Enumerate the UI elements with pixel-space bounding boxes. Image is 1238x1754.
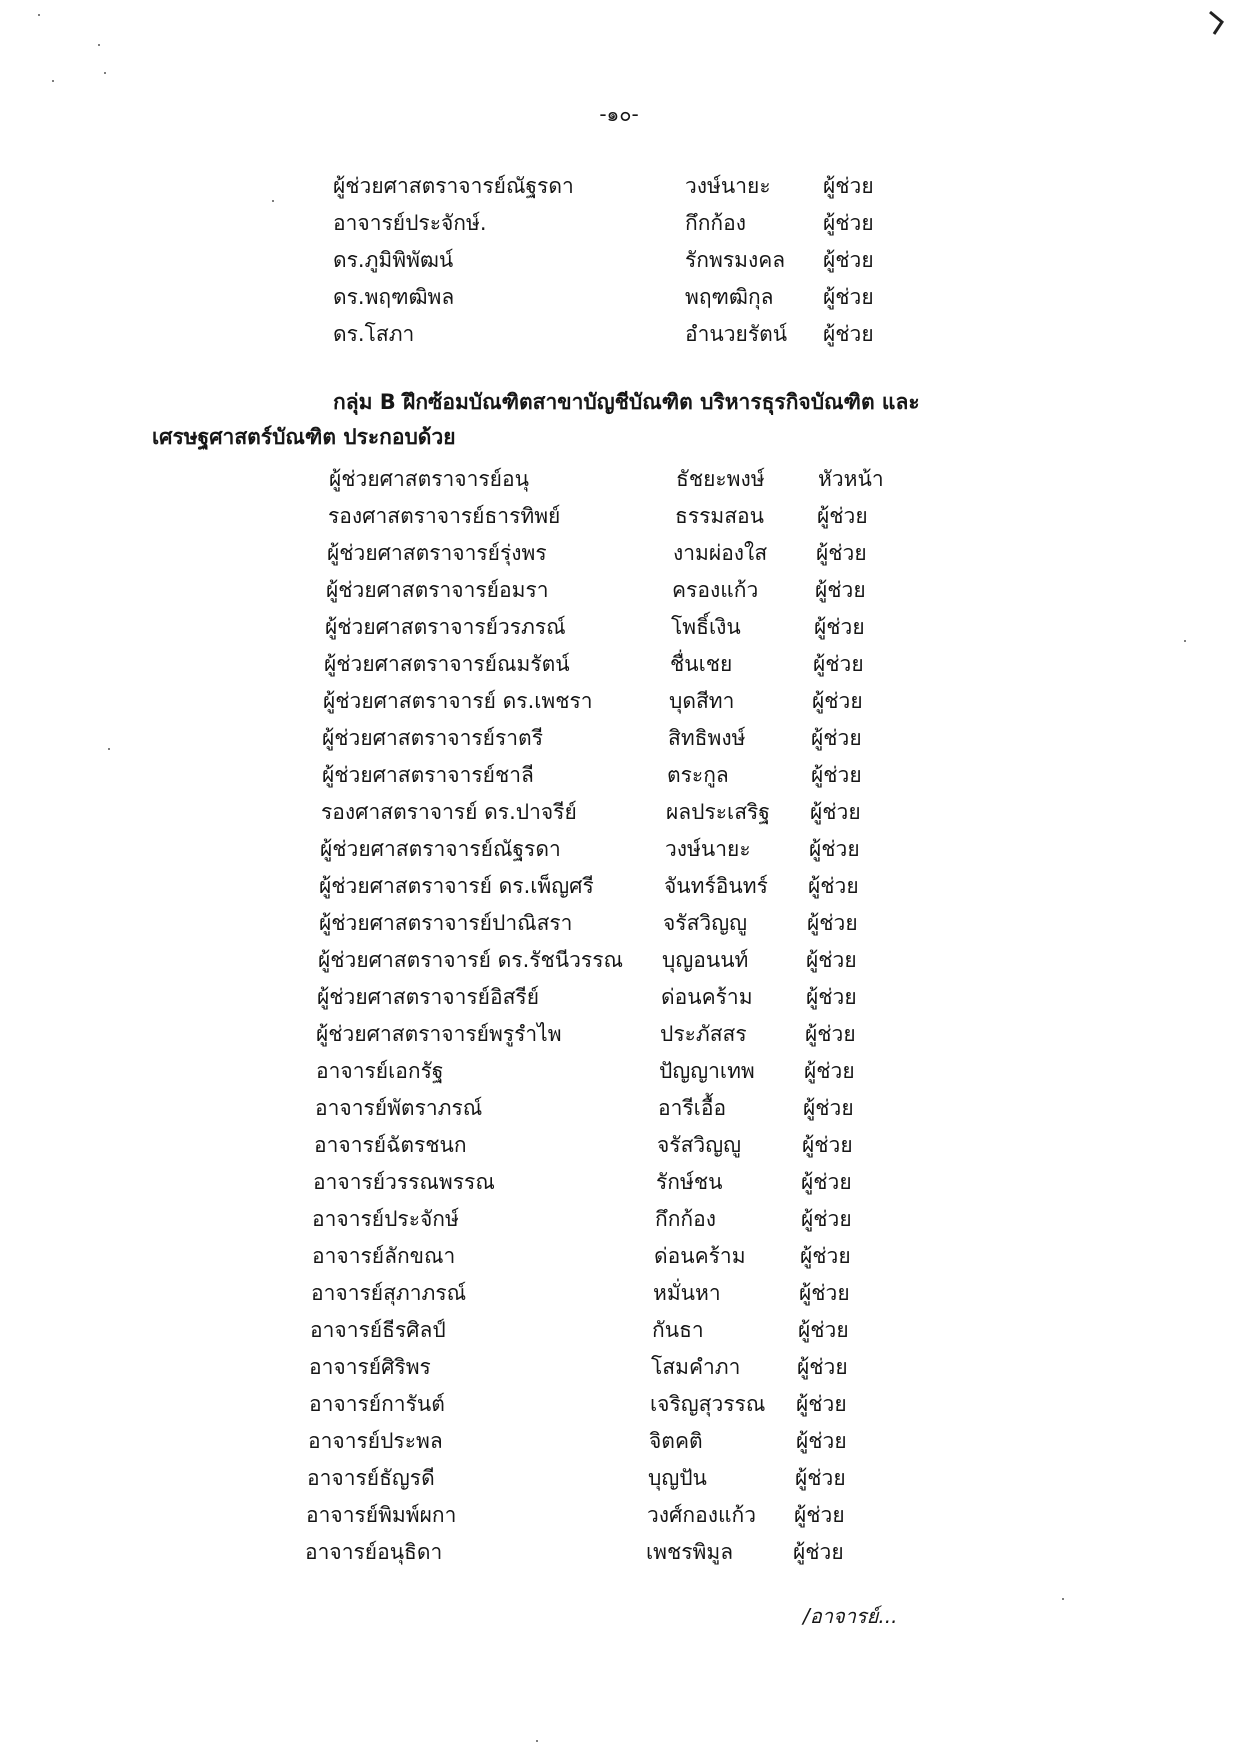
member-name: ดร.โสภา xyxy=(333,322,415,346)
member-surname: ด่อนคร้าม xyxy=(661,985,753,1009)
member-name: ผู้ช่วยศาสตราจารย์ ดร.เพ็ญศรี xyxy=(319,874,594,898)
member-role: ผู้ช่วย xyxy=(799,1281,850,1305)
member-surname: ด่อนคร้าม xyxy=(654,1244,746,1268)
member-role: ผู้ช่วย xyxy=(823,248,874,272)
member-role: ผู้ช่วย xyxy=(802,1133,853,1157)
member-surname: อารีเอื้อ xyxy=(658,1096,727,1120)
member-role: ผู้ช่วย xyxy=(817,504,868,528)
member-surname: รักพรมงคล xyxy=(685,248,786,272)
member-role: ผู้ช่วย xyxy=(809,837,860,861)
member-role: ผู้ช่วย xyxy=(810,800,861,824)
member-role: ผู้ช่วย xyxy=(823,322,874,346)
member-role: ผู้ช่วย xyxy=(798,1318,849,1342)
member-role: ผู้ช่วย xyxy=(800,1244,851,1268)
member-name: รองศาสตราจารย์ ดร.ปาจรีย์ xyxy=(321,800,577,824)
member-role: ผู้ช่วย xyxy=(807,911,858,935)
member-surname: งามผ่องใส xyxy=(673,541,768,565)
group-b-heading-line2: เศรษฐศาสตร์บัณฑิต ประกอบด้วย xyxy=(152,425,456,449)
member-surname: เพชรพิมูล xyxy=(646,1540,734,1564)
member-role: ผู้ช่วย xyxy=(806,948,857,972)
member-surname: วงษ์นายะ xyxy=(665,837,751,861)
member-role: ผู้ช่วย xyxy=(816,541,867,565)
member-role: ผู้ช่วย xyxy=(796,1392,847,1416)
member-surname: ผลประเสริฐ xyxy=(666,800,770,824)
member-surname: โสมคำภา xyxy=(651,1355,741,1379)
member-surname: ตระกูล xyxy=(667,763,729,787)
scan-speck xyxy=(1184,640,1186,642)
member-name: ผู้ช่วยศาสตราจารย์อนุ xyxy=(329,467,529,491)
member-name: ผู้ช่วยศาสตราจารย์ ดร.รัชนีวรรณ xyxy=(318,948,623,972)
member-name: อาจารย์พิมพ์ผกา xyxy=(306,1503,457,1527)
member-name: ผู้ช่วยศาสตราจารย์ราตรี xyxy=(322,726,543,750)
member-name: ผู้ช่วยศาสตราจารย์วรภรณ์ xyxy=(325,615,566,639)
member-role: ผู้ช่วย xyxy=(813,652,864,676)
member-surname: หมั่นหา xyxy=(653,1281,721,1305)
member-role: ผู้ช่วย xyxy=(803,1096,854,1120)
member-role: ผู้ช่วย xyxy=(801,1170,852,1194)
member-name: ผู้ช่วยศาสตราจารย์ณัฐรดา xyxy=(320,837,561,861)
member-role: ผู้ช่วย xyxy=(794,1503,845,1527)
member-name: ผู้ช่วยศาสตราจารย์ชาลี xyxy=(322,763,534,787)
member-name: ผู้ช่วยศาสตราจารย์อิสรีย์ xyxy=(317,985,539,1009)
member-role: ผู้ช่วย xyxy=(823,174,874,198)
member-name: อาจารย์ศิริพร xyxy=(309,1355,431,1379)
member-surname: ประภัสสร xyxy=(660,1022,747,1046)
member-surname: กันธา xyxy=(652,1318,704,1342)
member-name: อาจารย์ประจักษ์. xyxy=(333,211,487,235)
member-name: อาจารย์เอกรัฐ xyxy=(316,1059,444,1083)
member-role: ผู้ช่วย xyxy=(795,1466,846,1490)
member-name: ผู้ช่วยศาสตราจารย์ณัฐรดา xyxy=(333,174,574,198)
member-role: ผู้ช่วย xyxy=(823,285,874,309)
member-role: ผู้ช่วย xyxy=(793,1540,844,1564)
member-surname: จันทร์อินทร์ xyxy=(664,874,768,898)
member-name: อาจารย์ประจักษ์ xyxy=(312,1207,459,1231)
member-role: หัวหน้า xyxy=(818,467,884,491)
member-surname: อำนวยรัตน์ xyxy=(685,322,788,346)
member-surname: ปัญญาเทพ xyxy=(659,1059,755,1083)
member-name: ผู้ช่วยศาสตราจารย์ปาณิสรา xyxy=(319,911,573,935)
member-role: ผู้ช่วย xyxy=(811,726,862,750)
scan-speck xyxy=(1062,1598,1064,1600)
member-name: อาจารย์อนุธิดา xyxy=(305,1540,443,1564)
member-surname: กึกก้อง xyxy=(685,211,747,235)
scan-speck xyxy=(98,44,100,46)
member-name: ดร.ภูมิพิพัฒน์ xyxy=(333,248,454,272)
member-role: ผู้ช่วย xyxy=(801,1207,852,1231)
member-role: ผู้ช่วย xyxy=(805,1022,856,1046)
scan-speck xyxy=(52,80,54,82)
member-surname: จิตคติ xyxy=(649,1429,703,1453)
page-number: -๑๐- xyxy=(599,102,639,126)
member-name: ผู้ช่วยศาสตราจารย์ณมรัตน์ xyxy=(324,652,570,676)
member-role: ผู้ช่วย xyxy=(806,985,857,1009)
member-name: ผู้ช่วยศาสตราจารย์ ดร.เพชรา xyxy=(323,689,593,713)
member-surname: สิทธิพงษ์ xyxy=(668,726,746,750)
member-name: รองศาสตราจารย์ธารทิพย์ xyxy=(328,504,561,528)
member-role: ผู้ช่วย xyxy=(811,763,862,787)
member-name: อาจารย์การันต์ xyxy=(309,1392,445,1416)
member-surname: วงศ์กองแก้ว xyxy=(647,1503,756,1527)
member-name: ผู้ช่วยศาสตราจารย์พรูรำไพ xyxy=(316,1022,562,1046)
member-role: ผู้ช่วย xyxy=(808,874,859,898)
member-surname: พฤฑฒิกุล xyxy=(685,285,774,309)
member-role: ผู้ช่วย xyxy=(804,1059,855,1083)
member-role: ผู้ช่วย xyxy=(797,1355,848,1379)
scan-speck xyxy=(104,72,106,74)
member-surname: บุดสีทา xyxy=(669,689,735,713)
member-name: อาจารย์ประพล xyxy=(308,1429,443,1453)
member-name: อาจารย์วรรณพรรณ xyxy=(313,1170,495,1194)
member-surname: บุญปัน xyxy=(648,1466,707,1490)
member-surname: กึกก้อง xyxy=(655,1207,717,1231)
member-role: ผู้ช่วย xyxy=(815,578,866,602)
member-role: ผู้ช่วย xyxy=(823,211,874,235)
member-surname: ครองแก้ว xyxy=(672,578,759,602)
member-role: ผู้ช่วย xyxy=(812,689,863,713)
scan-speck xyxy=(272,200,274,202)
member-name: ดร.พฤฑฒิพล xyxy=(333,285,455,309)
member-surname: เจริญสุวรรณ xyxy=(650,1392,766,1416)
member-surname: ธัชยะพงษ์ xyxy=(676,467,765,491)
scan-speck xyxy=(536,1740,538,1742)
member-role: ผู้ช่วย xyxy=(796,1429,847,1453)
member-surname: โพธิ์เงิน xyxy=(671,615,741,639)
member-name: ผู้ช่วยศาสตราจารย์รุ่งพร xyxy=(327,541,547,565)
scan-speck xyxy=(38,14,40,16)
member-surname: วงษ์นายะ xyxy=(685,174,771,198)
member-surname: ชื่นเชย xyxy=(670,652,733,676)
member-name: อาจารย์ธีรศิลป์ xyxy=(310,1318,446,1342)
corner-mark xyxy=(1208,10,1226,36)
member-name: อาจารย์สุภาภรณ์ xyxy=(311,1281,467,1305)
member-role: ผู้ช่วย xyxy=(814,615,865,639)
member-surname: ธรรมสอน xyxy=(675,504,765,528)
scan-speck xyxy=(108,748,110,750)
member-name: ผู้ช่วยศาสตราจารย์อมรา xyxy=(326,578,549,602)
continuation-note: /อาจารย์... xyxy=(803,1604,898,1628)
member-surname: บุญอนนท์ xyxy=(662,948,749,972)
member-surname: จรัสวิญญู xyxy=(663,911,747,935)
member-surname: จรัสวิญญู xyxy=(657,1133,741,1157)
member-surname: รักษ์ชน xyxy=(656,1170,723,1194)
member-name: อาจารย์พัตราภรณ์ xyxy=(315,1096,483,1120)
member-name: อาจารย์ธัญรดี xyxy=(307,1466,435,1490)
member-name: อาจารย์ลักขณา xyxy=(312,1244,456,1268)
group-b-heading-line1: กลุ่ม B ฝึกซ้อมบัณฑิตสาขาบัญชีบัณฑิต บริหารธุรกิจบัณฑิต และ xyxy=(333,390,920,414)
member-name: อาจารย์ฉัตรชนก xyxy=(314,1133,467,1157)
